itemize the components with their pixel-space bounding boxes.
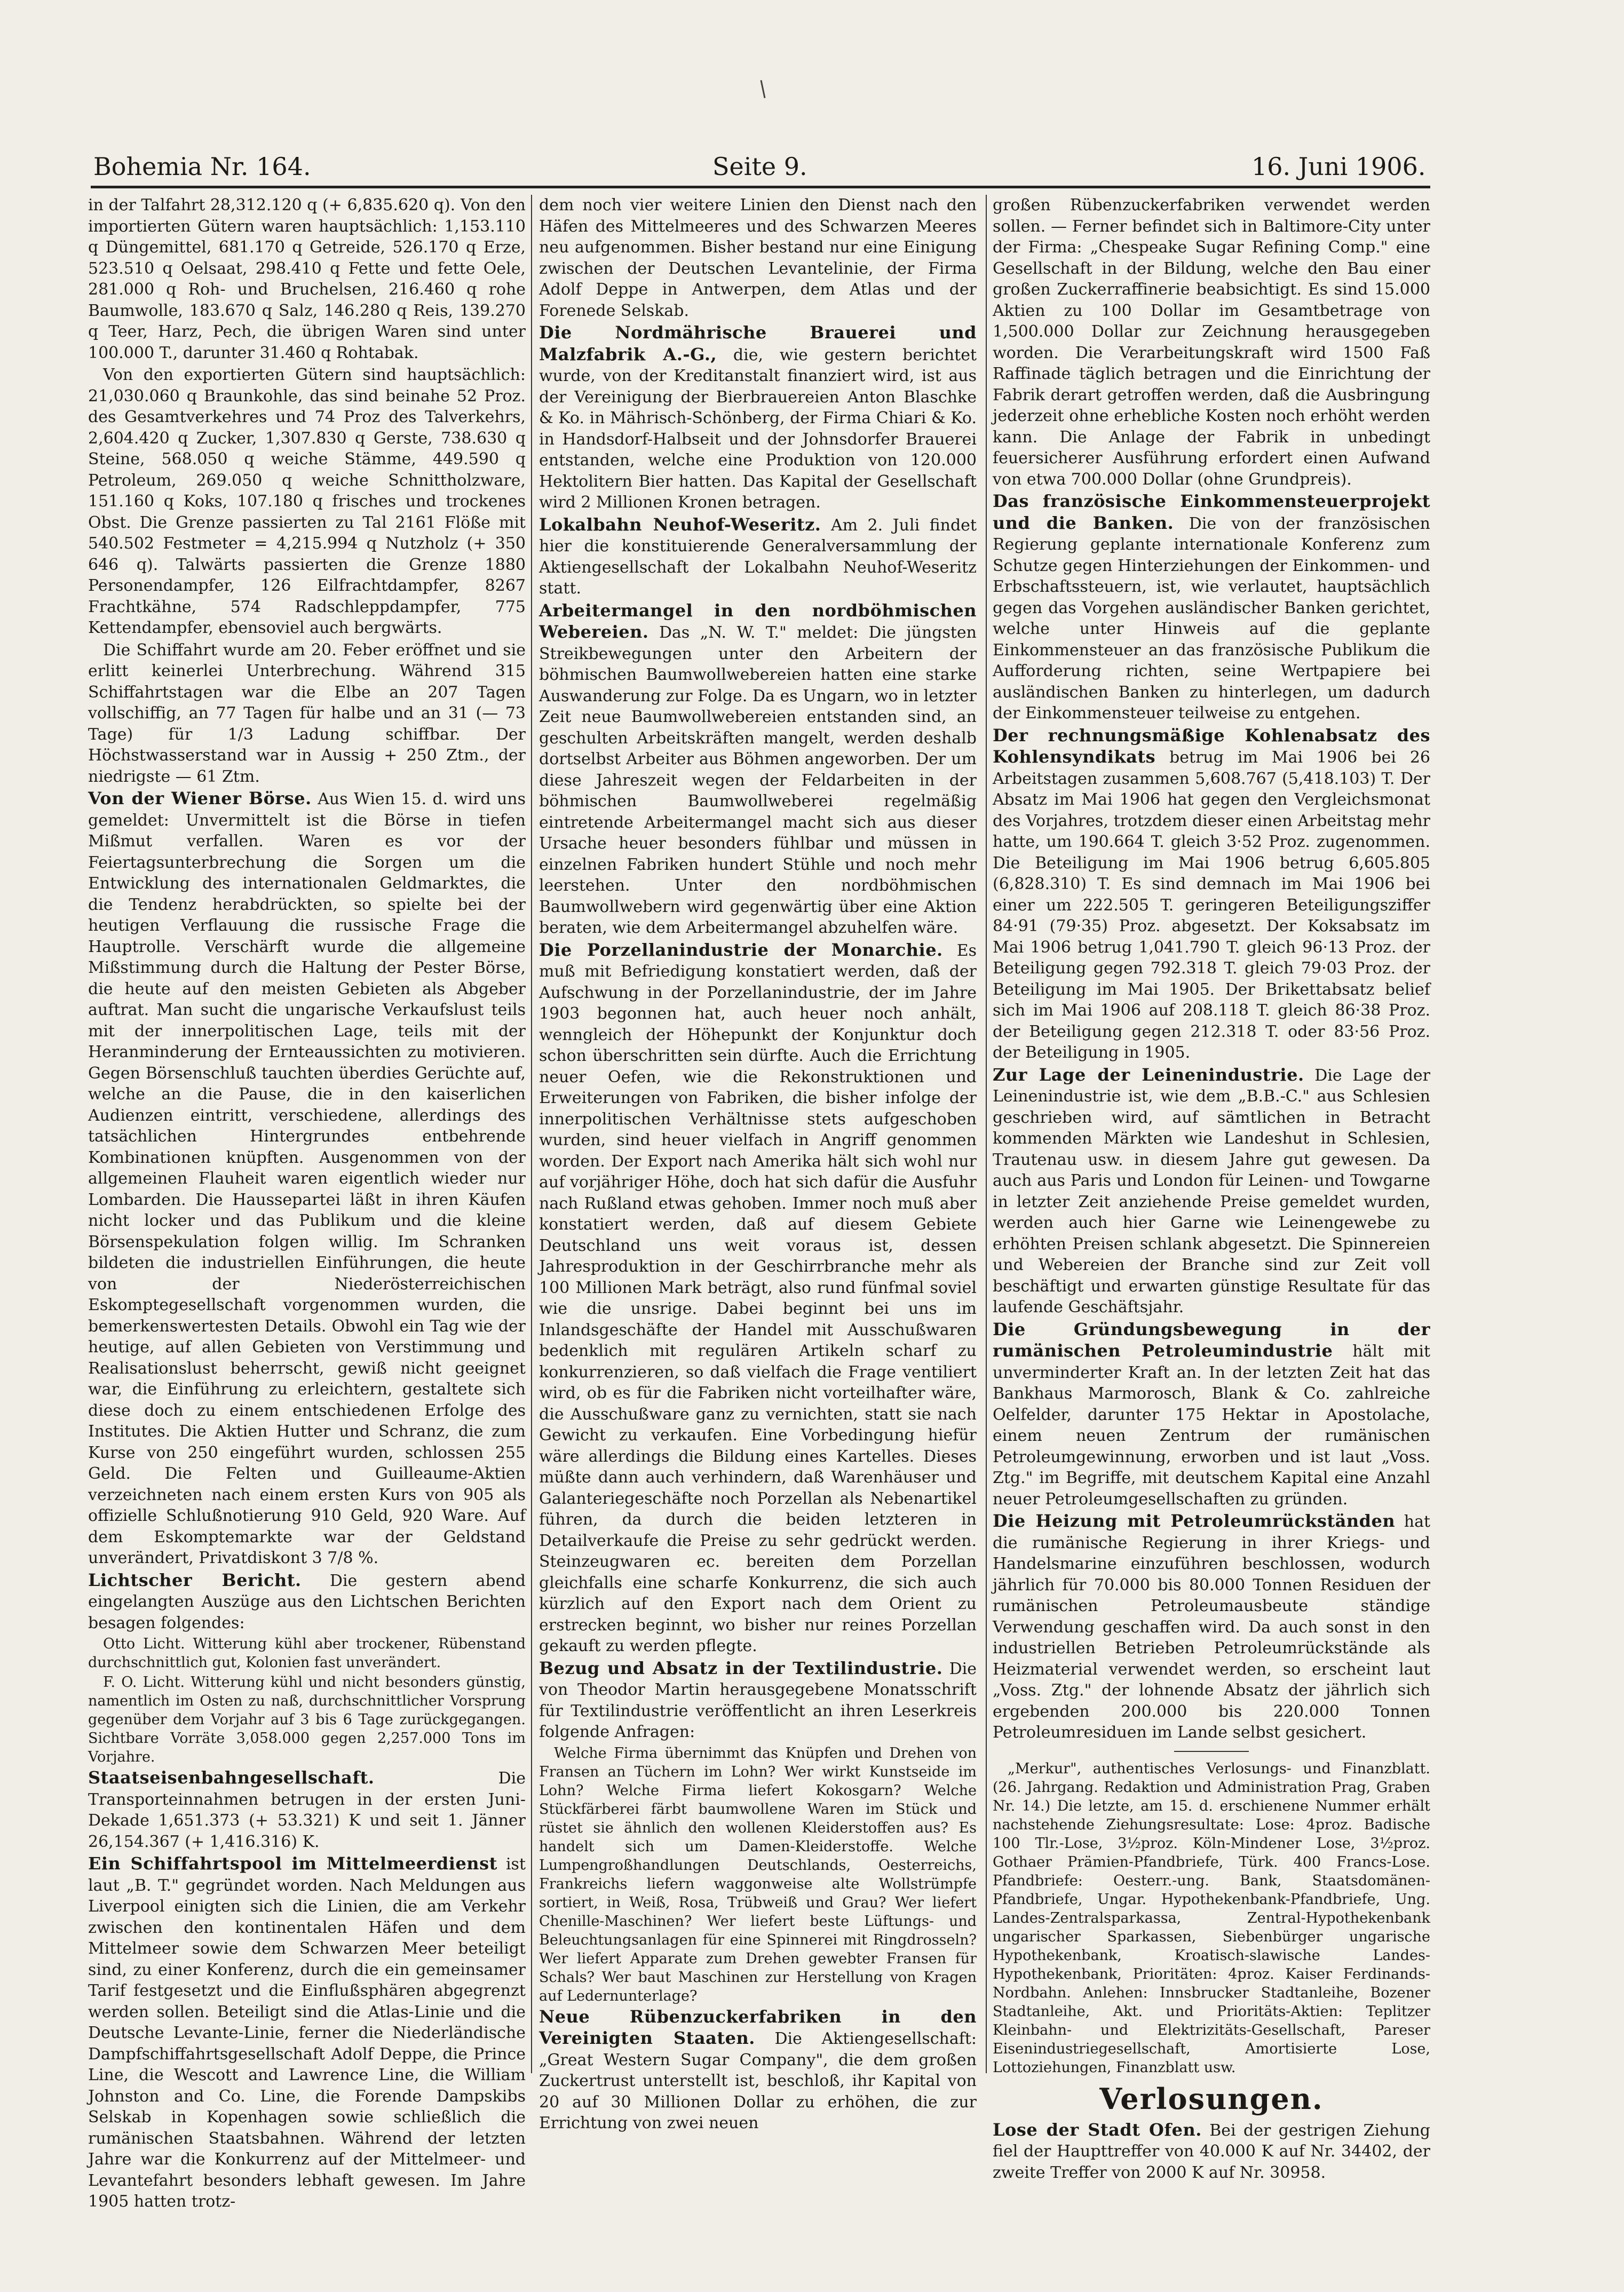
article-text: Die von Theodor Martin herausgegebene Monatsschrift für Textilindustrie veröffentlicht an ihren Leserkreis folgende Anfragen:: [539, 1659, 977, 1741]
scan-mark: [760, 80, 765, 98]
article-text: Das „N. W. T." meldet: Die jüngsten Streikbewegungen unter den Arbeitern der böhmischen Baumwollwebereien hatten eine starke Auswanderung zur Folge. Da es Ungarn, wo in letzter Zeit neue Baumwollwebereien entstanden sind, an geschulten Arbeitskräften mangelt, werden deshalb dortselbst Arbeiter aus Böhmen angeworben. Der um diese Jahreszeit wegen der Feldarbeiten in der böhmischen Baumwollweberei regelmäßig eintretende Arbeitermangel macht sich aus dieser Ursache heuer besonders fühlbar und müssen in einzelnen Fabriken hundert Stühle und noch mehr leerstehen. Unter den nordböhmischen Baumwollwebern wird gegenwärtig über eine Aktion beraten, wie dem Arbeitermangel abzuhelfen wäre.: [539, 623, 977, 937]
article-text: Die Transporteinnahmen betrugen in der ersten Juni-Dekade 1,651.373 (+ 53.321) K und seit 1. Jänner 26,154.367 (+ 1,416.316) K.: [88, 1769, 526, 1851]
article-heading: Zur Lage der Leinenindustrie.: [993, 1064, 1304, 1085]
article-text: betrug im Mai 1906 bei 26 Arbeitstagen zusammen 5,608.767 (5,418.103) T. Der Absatz im Mai 1906 hat gegen den Vergleichsmonat des Vorjahres, trotzdem dieser einen Arbeitstag mehr hatte, um 190.664 T. gleich 3·52 Proz. zugenommen. Die Beteiligung im Mai 1906 betrug 6,605.805 (6,828.310) T. Es sind demnach im Mai 1906 bei einer um 222.505 T. geringeren Beteiligungsziffer 84·91 (79·35) Proz. abgesetzt. Der Koksabsatz im Mai 1906 betrug 1,041.790 T. gleich 96·13 Proz. der Beteiligung gegen 792.318 T. gleich 79·03 Proz. der Beteiligung im Mai 1905. Der Brikettabsatz belief sich im Mai 1906 auf 208.118 T. gleich 86·38 Proz. der Beteiligung gegen 212.318 T. oder 83·56 Proz. der Beteiligung in 1905.: [993, 748, 1430, 1062]
article-heading: Ein Schiffahrtspool im Mittelmeerdienst: [88, 1853, 497, 1874]
article-text: ist laut „B. T." gegründet worden. Nach Meldungen aus Liverpool einigten sich die Linien, die am Verkehr zwischen den kontinentalen Häfen und dem Mittelmeer sowie dem Schwarzen Meer beteiligt sind, zu einer Konferenz, durch die ein gemeinsamer Tarif festgesetzt und die Einflußsphären abgegrenzt werden sollen. Beteiligt sind die Atlas-Linie und die Deutsche Levante-Linie, ferner die Niederländische Dampfschiffahrtsgesellschaft Adolf Deppe, die Prince Line, die Wescott and Lawrence Line, die William Johnston and Co. Line, die Forende Dampskibs Selskab in Kopenhagen sowie schließlich die rumänischen Staatsbahnen. Während der letzten Jahre war die Konkurrenz auf der Mittelmeer- und Levantefahrt besonders lebhaft gewesen. Im Jahre 1905 hatten trotz-: [88, 1855, 526, 2211]
article-text: Otto Licht. Witterung kühl aber trockener, Rübenstand durchschnittlich gut, Kolonien fast unverändert.: [88, 1636, 526, 1671]
article-heading: Die Gründungsbewegung in der rumänischen Petroleumindustrie: [993, 1319, 1430, 1361]
article-heading: Bezug und Absatz in der Textilindustrie.: [539, 1657, 943, 1678]
article-heading: Der rechnungsmäßige Kohlenabsatz des Kohlensyndikats: [993, 725, 1430, 767]
article-text: Aus Wien 15. d. wird uns gemeldet: Unvermittelt ist die Börse in tiefen Mißmut verfallen. Waren es vor der Feiertagsunterbrechung die Sorgen um die Entwicklung des internationalen Geldmarktes, die die Tendenz herabdrückten, so spielte bei der heutigen Verflauung die russische Frage die Hauptrolle. Verschärft wurde die allgemeine Mißstimmung durch die Haltung der Pester Börse, die heute auf den meisten Gebieten als Abgeber auftrat. Man sucht die ungarische Verkaufslust teils mit der innerpolitischen Lage, teils mit der Heranminderung der Ernteaussichten zu motivieren. Gegen Börsenschluß tauchten überdies Gerüchte auf, welche an die Pause, die in den kaiserlichen Audienzen eintritt, verschiedene, allerdings des tatsächlichen Hintergrundes entbehrende Kombinationen knüpften. Ausgenommen von der allgemeinen Flauheit waren eigentlich wieder nur Lombarden. Die Haussepartei läßt in ihren Käufen nicht locker und das Publikum und die kleine Börsenspekulation folgen willig. Im Schranken bildeten die industriellen Einführungen, die heute von der Niederösterreichischen Eskomptegesellschaft vorgenommen wurden, die bemerkenswertesten Details. Obwohl ein Tag wie der heutige, auf allen Gebieten von Verstimmung und Realisationslust beherrscht, gewiß nicht geeignet war, die Einführung zu erleichtern, gestaltete sich diese doch zu einem entschiedenen Erfolge des Institutes. Die Aktien Hutter und Schranz, die zum Kurse von 250 eingeführt wurden, schlossen 255 Geld. Die Felten und Guilleaume-Aktien verzeichneten nach einem ersten Kurs von 905 als offizielle Schlußnotierung 910 Geld, 920 Ware. Auf dem Eskomptemarkte war der Geldstand unverändert, Privatdiskont 3 7/8 %.: [88, 790, 526, 1567]
article-heading: Neue Rübenzuckerfabriken in den Vereinigten Staaten.: [539, 2006, 977, 2048]
article-text: Am 2. Juli findet hier die konstituierende Generalversammlung der Aktiengesellschaft der Lokalbahn Neuhof-Weseritz statt.: [539, 515, 977, 598]
article-heading: Lichtscher Bericht.: [88, 1569, 302, 1590]
article-heading: Lose der Stadt Ofen.: [993, 2119, 1202, 2140]
article-text: Die Schiffahrt wurde am 20. Feber eröffnet und sie erlitt keinerlei Unterbrechung. Während 315 Schiffahrtstagen war die Elbe an 207 Tagen vollschiffig, an 77 Tagen für halbe und an 31 (— 73 Tage) für 1/3 Ladung schiffbar. Der Höchstwasserstand war in Aussig + 250 Ztm., der niedrigste — 61 Ztm.: [88, 640, 526, 786]
column-1: [88, 195, 526, 2211]
article-merkur: „Merkur", authentisches Verlosungs- und Finanzblatt. (26. Jahrgang. Redaktion und Administration Prag, Graben Nr. 14.) Die letzte, am 15. d. erschienene Nummer erhält nachstehende Ziehungsresultate: Lose: 4proz. Badische 100 Tlr.-Lose, 3½proz. Köln-Mindener Lose, 3½proz. Gothaer Prämien-Pfandbriefe, Türk. 400 Francs-Lose. Pfandbriefe: Oesterr.-ung. Bank, Staatsdomänen-Pfandbriefe, Ungar. Hypothekenbank-Pfandbriefe, Ung. Landes-Zentralsparkassa, Zentral-Hypothekenbank ungarischer Sparkassen, Siebenbürger ungarische Hypothekenbank, Kroatisch-slawische Landes-Hypothekenbank, Prioritäten: 4proz. Kaiser Ferdinands-Nordbahn. Anlehen: Innsbrucker Stadtanleihe, Bozener Stadtanleihe, Akt. und Prioritäts-Aktien: Teplitzer Kleinbahn- und Elektrizitäts-Gesellschaft, Pareser Eisenindustriegesellschaft, Amortisierte Lose, Lottoziehungen, Finanzblatt usw.: [993, 1760, 1430, 2076]
article-text: Die von der französischen Regierung geplante internationale Konferenz zum Schutze gegen Hinterziehungen der Einkommen- und Erbschaftssteuern, ist, wie verlautet, hauptsächlich gegen das Vorgehen ausländischer Banken gerichtet, welche unter Hinweis auf die geplante Einkommensteuer an das französische Publikum die Aufforderung richten, seine Wertpapiere bei ausländischen Banken zu hinterlegen, um dadurch der Einkommensteuer teilweise zu entgehen.: [993, 514, 1430, 723]
column-2: [539, 195, 977, 2153]
article-heading: Arbeitermangel in den nordböhmischen Webereien.: [539, 600, 977, 642]
article-heading: Die Heizung mit Petroleumrückständen: [993, 1511, 1396, 1531]
header-page-number: Seite 9.: [712, 152, 807, 181]
article-text: hat die rumänische Regierung in ihrer Kriegs- und Handelsmarine einzuführen beschlossen, wodurch jährlich für 70.000 bis 80.000 Tonnen Residuen der rumänischen Petroleumausbeute ständige Verwendung geschaffen wird. Da auch sonst in den industriellen Betrieben Petroleumrückstände als Heizmaterial verwendet werden, so erscheint laut „Voss. Ztg." der lohnende Absatz der jährlich sich ergebenden 200.000 bis 220.000 Tonnen Petroleumresiduen im Lande selbst gesichert.: [993, 1512, 1431, 1742]
section-title-verlosungen: Verlosungen.: [1099, 2081, 1324, 2116]
header-rule: [91, 186, 1430, 188]
article-text: Die gestern abend eingelangten Auszüge aus den Lichtschen Berichten besagen folgendes:: [88, 1571, 526, 1632]
article-text: großen Rübenzuckerfabriken verwendet werden sollen. — Ferner befindet sich in Baltimore-City unter der Firma: „Chespeake Sugar Refining Comp." eine Gesellschaft in der Bildung, welche den Bau einer großen Zuckerraffinerie beabsichtigt. Es sind 15.000 Aktien zu 100 Dollar im Gesamtbetrage von 1,500.000 Dollar zur Zeichnung herausgegeben worden. Die Verarbeitungskraft wird 1500 Faß Raffinade täglich betragen und die Einrichtung der Fabrik derart getroffen werden, daß die Ausbringung jederzeit ohne erhebliche Kosten noch erhöht werden kann. Die Anlage der Fabrik in unbedingt feuersicherer Ausführung erfordert einen Aufwand von etwa 700.000 Dollar (ohne Grundpreis).: [993, 196, 1430, 489]
header-publication: Bohemia Nr. 164.: [93, 152, 311, 181]
article-text: Von den exportierten Gütern sind hauptsächlich: 21,030.060 q Braunkohle, das sind beinahe 52 Proz. des Gesamtverkehres und 74 Proz des Talverkehrs, 2,604.420 q Zucker, 1,307.830 q Gerste, 738.630 q Steine, 568.050 q weiche Stämme, 449.590 q Petroleum, 269.050 q weiche Schnittholzware, 151.160 q Koks, 107.180 q frisches und trockenes Obst. Die Grenze passierten zu Tal 2161 Flöße mit 540.502 Festmeter = 4,215.994 q Nutzholz (+ 350 646 q). Talwärts passierten die Grenze 1880 Personendampfer, 126 Eilfrachtdampfer, 8267 Frachtkähne, 574 Radschleppdampfer, 775 Kettendampfer, ebensoviel auch bergwärts.: [88, 366, 526, 637]
article-heading: Lokalbahn Neuhof-Weseritz.: [539, 514, 821, 535]
article-text: Bei der gestrigen Ziehung fiel der Haupttreffer von 40.000 K auf Nr. 34402, der zweite Treffer von 2000 K auf Nr. 30958.: [993, 2121, 1430, 2182]
article-heading: Die Nordmährische Brauerei und Malzfabrik A.-G.,: [539, 322, 977, 364]
article-text: Welche Firma übernimmt das Knüpfen und Drehen von Fransen an Tüchern im Lohn? Wer wirkt Kunstseide im Lohn? Welche Firma liefert Kokosgarn? Welche Stückfärberei färbt baumwollene Waren im Stück und rüstet sie ähnlich den wollenen Kleiderstoffen aus? Es handelt sich um Damen-Kleiderstoffe. Welche Lumpengroßhandlungen Deutschlands, Oesterreichs, Frankreichs liefern waggonweise alte Wollstrümpfe sortiert, in Weiß, Rosa, Trübweiß und Grau? Wer liefert Chenille-Maschinen? Wer liefert beste Lüftungs- und Beleuchtungsanlagen für eine Spinnerei mit Ringdrosseln? Wer liefert Apparate zum Drehen gewebter Fransen für Schals? Wer baut Maschinen zur Herstellung von Kragen auf Ledernunterlage?: [539, 1744, 977, 2004]
article-text: Es muß mit Befriedigung konstatiert werden, daß der Aufschwung in der Porzellanindustrie, der im Jahre 1903 begonnen hat, auch heuer noch anhält, wenngleich der Höhepunkt der Konjunktur doch schon überschritten sein dürfte. Auch die Errichtung neuer Oefen, wie die Rekonstruktionen und Erweiterungen von Fabriken, die bisher infolge der innerpolitischen Verhältnisse stets aufgeschoben wurden, sind heuer vielfach in Angriff genommen worden. Der Export nach Amerika hält sich wohl nur auf vorjähriger Höhe, doch hat sich dafür die Ausfuhr nach Rußland etwas gehoben. Immer noch muß aber konstatiert werden, daß auf diesem Gebiete Deutschland uns weit voraus ist, dessen Jahresproduktion in der Geschirrbranche mehr als 100 Millionen Mark beträgt, also rund fünfmal soviel wie die unsrige. Dabei beginnt bei uns im Inlandsgeschäfte der Handel mit Ausschußwaren bedenklich mit regulären Artikeln scharf zu konkurrenzieren, so daß vielfach die Frage ventiliert wird, ob es für die Fabriken nicht vorteilhafter wäre, die Ausschußware ganz zu vernichten, statt sie nach Gewicht zu verkaufen. Eine Vorbedingung hiefür wäre allerdings die Bildung eines Kartelles. Dieses müßte dann auch verhindern, daß Warenhäuser und Galanteriegeschäfte noch Porzellan als Nebenartikel führen, da durch die beiden letzteren in Detailverkaufe die Preise zu sehr gedrückt werden. Steinzeugwaren ec. bereiten dem Porzellan gleichfalls eine scharfe Konkurrenz, die sich auch kürzlich auf den Export nach dem Orient zu erstrecken beginnt, wo bisher nur reines Porzellan gekauft zu werden pflegte.: [539, 941, 977, 1655]
article-heading: Von der Wiener Börse.: [88, 788, 312, 808]
header-date: 16. Juni 1906.: [1251, 152, 1426, 181]
article-text: in der Talfahrt 28,312.120 q (+ 6,835.620 q). Von den importierten Gütern waren hauptsächlich: 1,153.110 q Düngemittel, 681.170 q Getreide, 526.170 q Erze, 523.510 q Oelsaat, 298.410 q Fette und fette Oele, 281.000 q Roh- und Bruchelsen, 216.460 q rohe Baumwolle, 183.670 q Salz, 146.280 q Reis, 139.270 q Teer, Harz, Pech, die übrigen Waren sind unter 100.000 T., darunter 31.460 q Rohtabak.: [88, 196, 526, 362]
column-3: [993, 195, 1431, 2182]
column-divider: [531, 195, 532, 2073]
article-text: dem noch vier weitere Linien den Dienst nach den Häfen des Mittelmeeres und des Schwarzen Meeres neu aufgenommen. Bisher bestand nur eine Einigung zwischen der Deutschen Levantelinie, der Firma Adolf Deppe in Antwerpen, dem Atlas und der Forenede Selskab.: [539, 196, 977, 320]
article-text: Die Aktiengesellschaft: „Great Western Sugar Company", die dem großen Zuckertrust unterstellt ist, beschloß, ihr Kapital von 20 auf 30 Millionen Dollar zu erhöhen, die zur Errichtung von zwei neuen: [539, 2029, 977, 2132]
article-text: hält mit unverminderter Kraft an. In der letzten Zeit hat das Bankhaus Marmorosch, Blank & Co. zahlreiche Oelfelder, darunter 175 Hektar in Apostolache, einem neuen Zentrum der rumänischen Petroleumgewinnung, erworben und ist laut „Voss. Ztg." im Begriffe, mit deutschem Kapital eine Anzahl neuer Petroleumgesellschaften zu gründen.: [993, 1342, 1430, 1509]
article-heading: Staatseisenbahngesellschaft.: [88, 1767, 375, 1788]
article-heading: Das französische Einkommensteuerprojekt und die Banken.: [993, 491, 1430, 533]
article-text: die, wie gestern berichtet wurde, von der Kreditanstalt finanziert wird, ist aus der Vereinigung der Bierbrauereien Anton Blaschke & Ko. in Mährisch-Schönberg, der Firma Chiari & Ko. in Handsdorf-Halbseit und der Johnsdorfer Brauerei entstanden, welche eine Produktion von 120.000 Hektolitern Bier hatten. Das Kapital der Gesellschaft wird 2 Millionen Kronen betragen.: [539, 345, 977, 512]
article-text: Die Lage der Leinenindustrie ist, wie dem „B.B.-C." aus Schlesien geschrieben wird, auf sämtlichen in Betracht kommenden Märkten wie Landeshut in Schlesien, Trautenau usw. in diesem Jahre gut gewesen. Da auch aus Paris und London für Leinen- und Towgarne in letzter Zeit anziehende Preise gemeldet wurden, werden auch hier Garne wie Leinengewebe zu erhöhten Preisen schlank abgesetzt. Die Spinnereien und Webereien der Branche sind zur Zeit voll beschäftigt und erwarten günstige Resultate für das laufende Geschäftsjahr.: [993, 1066, 1430, 1316]
column-divider: [986, 195, 987, 2073]
section-separator: [1174, 1751, 1249, 1752]
article-heading: Die Porzellanindustrie der Monarchie.: [539, 939, 943, 960]
page-header: [93, 152, 1428, 189]
article-text: F. O. Licht. Witterung kühl und nicht besonders günstig, namentlich im Osten zu naß, durchschnittlicher Vorsprung gegenüber dem Vorjahr auf 3 bis 6 Tage zurückgegangen. Sichtbare Vorräte 3,058.000 gegen 2,257.000 Tons im Vorjahre.: [88, 1674, 526, 1765]
